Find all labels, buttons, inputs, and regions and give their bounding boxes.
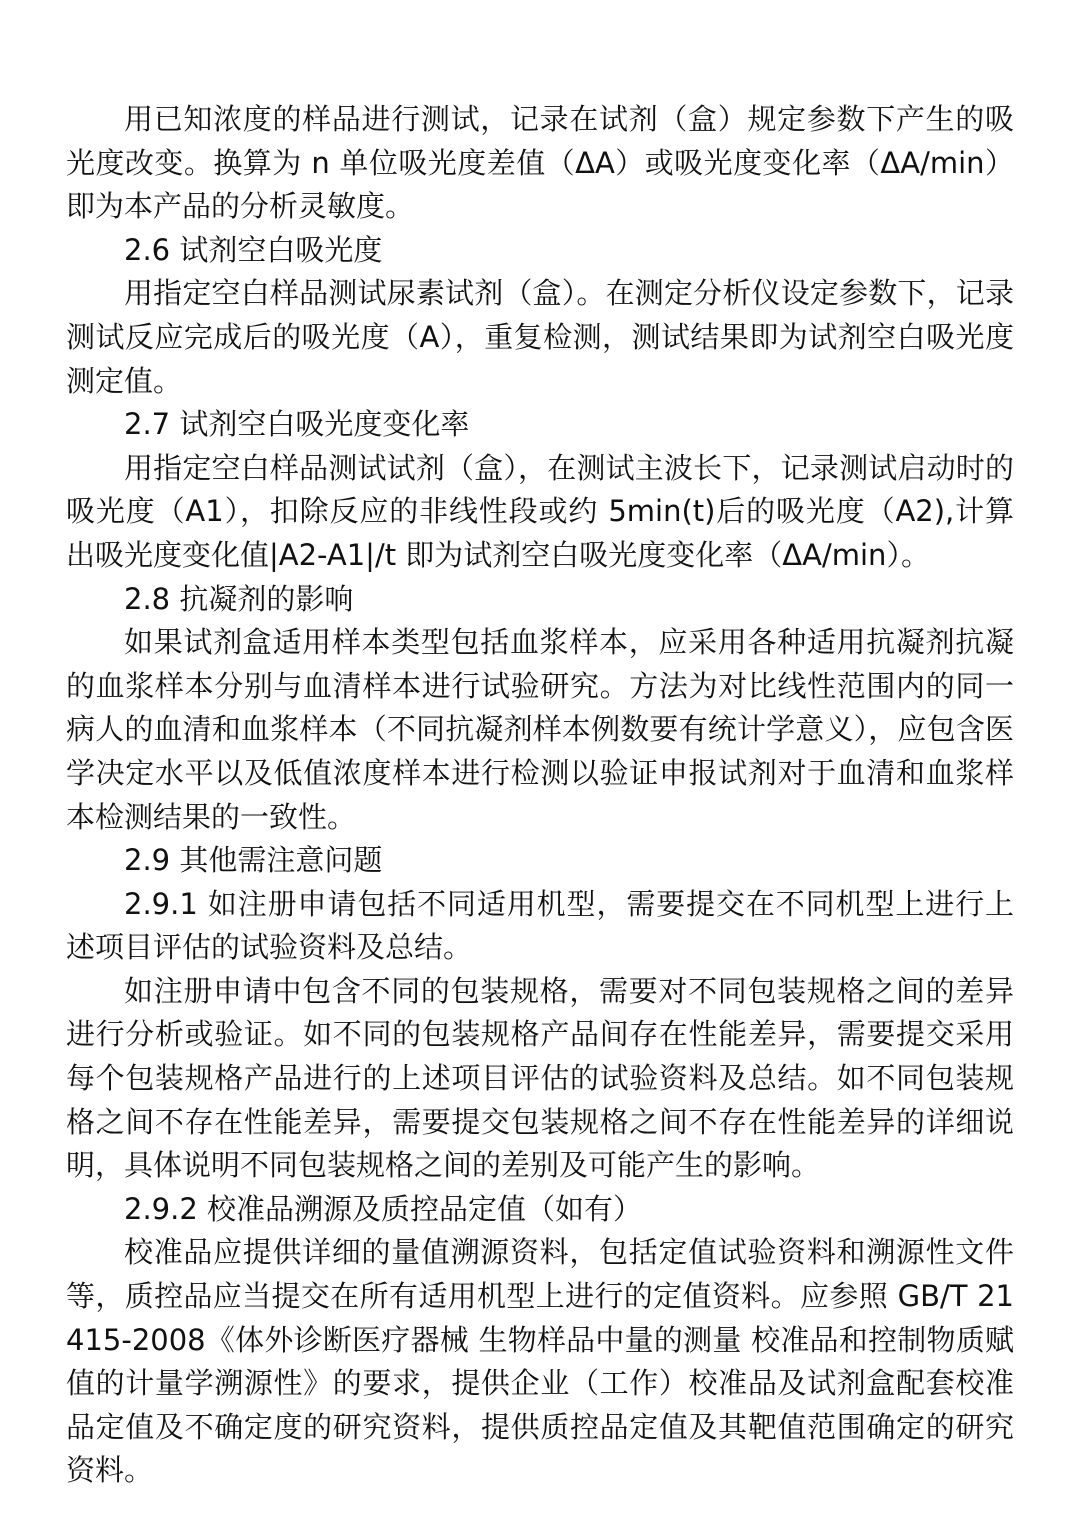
heading-2-9: 2.9 其他需注意问题 (124, 843, 383, 878)
document-page (66, 98, 1014, 1493)
paragraph-2-7: 用指定空白样品测试试剂（盒），在测试主波长下，记录测试启动时的吸光度（A1），扣除反应的非线性段或约 5min(t)后的吸光度（A2),计算出吸光度变化值|A2-A1|/t 即为试剂空白吸光度变化率（ΔA/min）。 (66, 450, 1014, 572)
heading-2-7: 2.7 试剂空白吸光度变化率 (124, 407, 470, 442)
paragraph-2-6: 用指定空白样品测试尿素试剂（盒）。在测定分析仪设定参数下，记录测试反应完成后的吸光度（A），重复检测，测试结果即为试剂空白吸光度测定值。 (66, 276, 1014, 398)
paragraph-2-9-2: 校准品应提供详细的量值溯源资料，包括定值试验资料和溯源性文件等，质控品应当提交在所有适用机型上进行的定值资料。应参照 GB/T 21415-2008《体外诊断医疗器械 生物样品中量的测量 校准品和控制物质赋值的计量学溯源性》的要求，提供企业（工作）校准品及试剂盒配套校准品定值及不确定度的研究资料，提供质控品定值及其靶值范围确定的研究资料。 (66, 1235, 1014, 1488)
heading-2-9-2: 2.9.2 校准品溯源及质控品定值（如有） (124, 1191, 643, 1226)
paragraph-2-9-1: 2.9.1 如注册申请包括不同适用机型，需要提交在不同机型上进行上述项目评估的试验资料及总结。 (66, 886, 1014, 965)
paragraph-2-8: 如果试剂盒适用样本类型包括血浆样本，应采用各种适用抗凝剂抗凝的血浆样本分别与血清样本进行试验研究。方法为对比线性范围内的同一病人的血清和血浆样本（不同抗凝剂样本例数要有统计学意义），应包含医学决定水平以及低值浓度样本进行检测以验证申报试剂对于血清和血浆样本检测结果的一致性。 (66, 625, 1014, 834)
paragraph-sensitivity: 用已知浓度的样品进行测试，记录在试剂（盒）规定参数下产生的吸光度改变。换算为 n 单位吸光度差值（ΔA）或吸光度变化率（ΔA/min）即为本产品的分析灵敏度。 (66, 102, 1014, 224)
heading-2-6: 2.6 试剂空白吸光度 (124, 232, 383, 267)
heading-2-8: 2.8 抗凝剂的影响 (124, 581, 354, 616)
paragraph-packaging: 如注册申请中包含不同的包装规格，需要对不同包装规格之间的差异进行分析或验证。如不同的包装规格产品间存在性能差异，需要提交采用每个包装规格产品进行的上述项目评估的试验资料及总结。如不同包装规格之间不存在性能差异，需要提交包装规格之间不存在性能差异的详细说明，具体说明不同包装规格之间的差别及可能产生的影响。 (66, 973, 1014, 1183)
